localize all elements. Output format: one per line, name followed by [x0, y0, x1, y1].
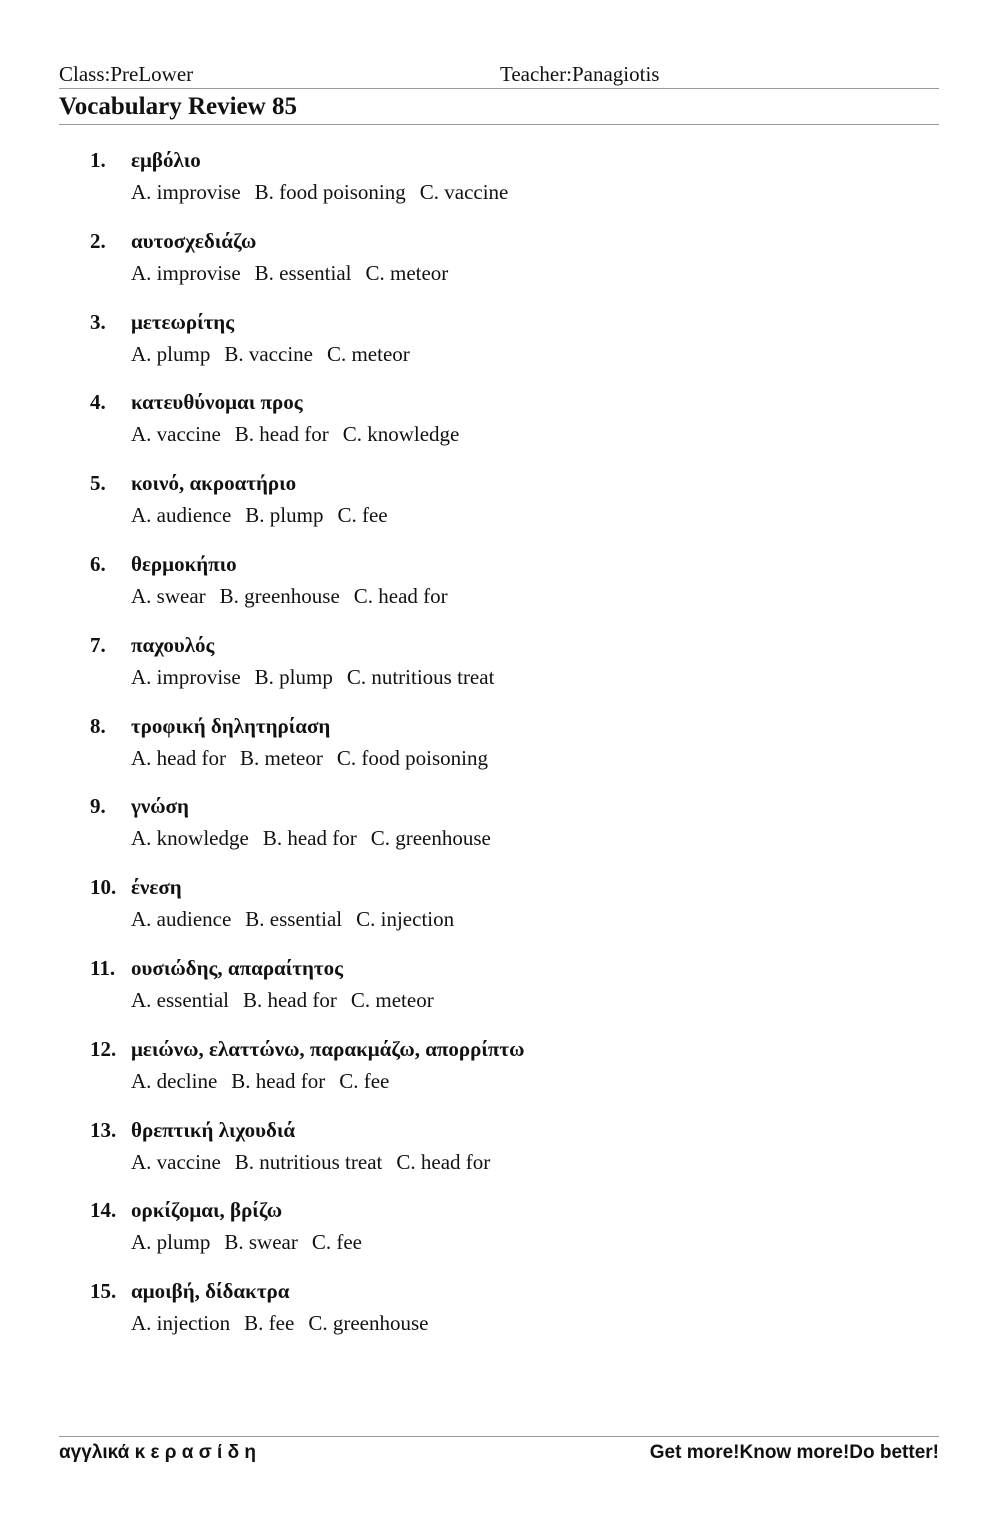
answer-option[interactable]: B. food poisoning	[254, 180, 406, 204]
answer-options	[131, 422, 473, 447]
answer-option[interactable]: C. knowledge	[342, 422, 460, 447]
answer-option[interactable]: B. fee	[244, 1311, 295, 1336]
question-item	[0, 310, 1000, 391]
answer-options	[131, 1150, 504, 1175]
answer-option[interactable]: A. injection	[131, 1311, 231, 1336]
answer-option[interactable]: A. audience	[131, 503, 232, 528]
header-divider	[59, 88, 939, 89]
answer-option[interactable]: A. improvise	[131, 664, 241, 689]
question-item	[0, 956, 1000, 1037]
answer-option[interactable]: C. fee	[311, 1230, 362, 1255]
question-item	[0, 714, 1000, 795]
worksheet-header	[59, 62, 939, 88]
answer-option[interactable]: C. greenhouse	[370, 826, 491, 851]
answer-option[interactable]: B. essential	[254, 260, 352, 285]
class-label: Class:PreLower	[59, 62, 194, 86]
answer-option[interactable]: A. plump	[131, 1230, 211, 1255]
question-number: 11.	[90, 955, 116, 980]
question-item	[0, 633, 1000, 714]
question-number: 13.	[90, 1117, 117, 1142]
question-word: εμβόλιο	[131, 148, 201, 172]
teacher-label: Teacher:Panagiotis	[500, 62, 660, 86]
answer-options	[131, 342, 424, 367]
answer-option[interactable]: B. head for	[234, 422, 329, 447]
answer-option[interactable]: C. meteor	[365, 260, 449, 285]
question-word: τροφική δηλητηρίαση	[131, 713, 331, 738]
answer-options	[131, 665, 508, 690]
answer-option[interactable]: A. improvise	[131, 260, 241, 285]
question-word: κοινό, ακροατήριο	[131, 471, 297, 496]
answer-option[interactable]: B. plump	[245, 503, 324, 528]
answer-option[interactable]: C. nutritious treat	[346, 664, 495, 689]
answer-options	[131, 261, 462, 286]
answer-option[interactable]: B. head for	[242, 987, 337, 1012]
answer-option[interactable]: C. injection	[356, 907, 455, 932]
question-number: 14.	[90, 1198, 117, 1223]
answer-option[interactable]: B. meteor	[240, 745, 323, 770]
question-word: μετεωρίτης	[131, 309, 235, 334]
answer-options	[131, 584, 462, 609]
answer-options	[131, 1230, 376, 1255]
answer-option[interactable]: C. fee	[339, 1068, 390, 1093]
answer-option[interactable]: A. decline	[131, 1068, 218, 1093]
question-word: θρεπτική λιχουδιά	[131, 1117, 296, 1142]
answer-option[interactable]: A. essential	[131, 987, 229, 1012]
question-number: 1.	[90, 148, 106, 172]
question-item	[0, 471, 1000, 552]
answer-options	[131, 826, 505, 851]
title-divider	[59, 124, 939, 125]
answer-option[interactable]: A. improvise	[131, 180, 241, 204]
question-item	[0, 1198, 1000, 1279]
answer-option[interactable]: C. meteor	[350, 987, 434, 1012]
answer-option[interactable]: A. audience	[131, 907, 232, 932]
footer-brand: αγγλικά κ ε ρ α σ ί δ η	[59, 1442, 256, 1463]
question-item	[0, 794, 1000, 875]
question-number: 2.	[90, 228, 106, 253]
question-number: 5.	[90, 471, 106, 496]
question-item	[0, 1037, 1000, 1118]
question-number: 3.	[90, 309, 106, 334]
question-word: ένεση	[131, 875, 182, 900]
answer-option[interactable]: B. vaccine	[224, 341, 313, 366]
answer-option[interactable]: C. greenhouse	[308, 1311, 429, 1336]
question-number: 6.	[90, 551, 106, 576]
question-item	[0, 229, 1000, 310]
question-item	[0, 1279, 1000, 1360]
answer-option[interactable]: A. vaccine	[131, 422, 221, 447]
answer-option[interactable]: B. head for	[262, 826, 357, 851]
answer-option[interactable]: C. head for	[353, 583, 448, 608]
answer-option[interactable]: A. plump	[131, 341, 211, 366]
question-item	[0, 1118, 1000, 1199]
answer-options	[131, 988, 448, 1013]
answer-option[interactable]: C. fee	[337, 503, 388, 528]
question-item	[0, 875, 1000, 956]
answer-option[interactable]: A. head for	[131, 745, 227, 770]
question-word: παχουλός	[131, 632, 215, 657]
question-list	[0, 148, 1000, 1360]
answer-option[interactable]: B. swear	[224, 1230, 298, 1255]
question-word: μειώνω, ελαττώνω, παρακμάζω, απορρίπτω	[131, 1036, 525, 1061]
question-number: 12.	[90, 1036, 117, 1061]
question-word: αυτοσχεδιάζω	[131, 228, 257, 253]
answer-option[interactable]: A. swear	[131, 583, 206, 608]
answer-option[interactable]: C. head for	[396, 1149, 491, 1174]
answer-option[interactable]: A. vaccine	[131, 1149, 221, 1174]
answer-option[interactable]: B. greenhouse	[219, 583, 340, 608]
answer-options	[131, 746, 502, 771]
question-number: 15.	[90, 1279, 117, 1304]
page-title: Vocabulary Review 85	[59, 93, 297, 120]
question-number: 10.	[90, 875, 117, 900]
footer-divider	[59, 1436, 939, 1437]
answer-option[interactable]: C. vaccine	[419, 180, 509, 204]
question-number: 7.	[90, 632, 106, 657]
question-word: γνώση	[131, 794, 189, 819]
answer-options	[131, 503, 402, 528]
answer-option[interactable]: B. head for	[231, 1068, 326, 1093]
answer-option[interactable]: B. plump	[254, 664, 333, 689]
question-item	[0, 390, 1000, 471]
answer-options	[131, 907, 468, 932]
question-number: 9.	[90, 794, 106, 819]
answer-option[interactable]: A. knowledge	[131, 826, 249, 851]
answer-option[interactable]: B. nutritious treat	[234, 1149, 383, 1174]
question-word: ορκίζομαι, βρίζω	[131, 1198, 283, 1223]
question-word: αμοιβή, δίδακτρα	[131, 1279, 290, 1304]
answer-option[interactable]: C. meteor	[326, 341, 410, 366]
footer-slogan: Get more!Know more!Do better!	[649, 1442, 939, 1463]
answer-option[interactable]: C. food poisoning	[336, 745, 488, 770]
question-word: ουσιώδης, απαραίτητος	[131, 955, 343, 980]
answer-options	[131, 1311, 442, 1336]
answer-option[interactable]: B. essential	[245, 907, 343, 932]
question-number: 4.	[90, 390, 106, 415]
answer-options	[131, 180, 522, 205]
answer-options	[131, 1069, 403, 1094]
question-word: κατευθύνομαι προς	[131, 390, 303, 415]
question-item	[0, 148, 1000, 229]
question-number: 8.	[90, 713, 106, 738]
question-word: θερμοκήπιο	[131, 551, 237, 576]
question-item	[0, 552, 1000, 633]
